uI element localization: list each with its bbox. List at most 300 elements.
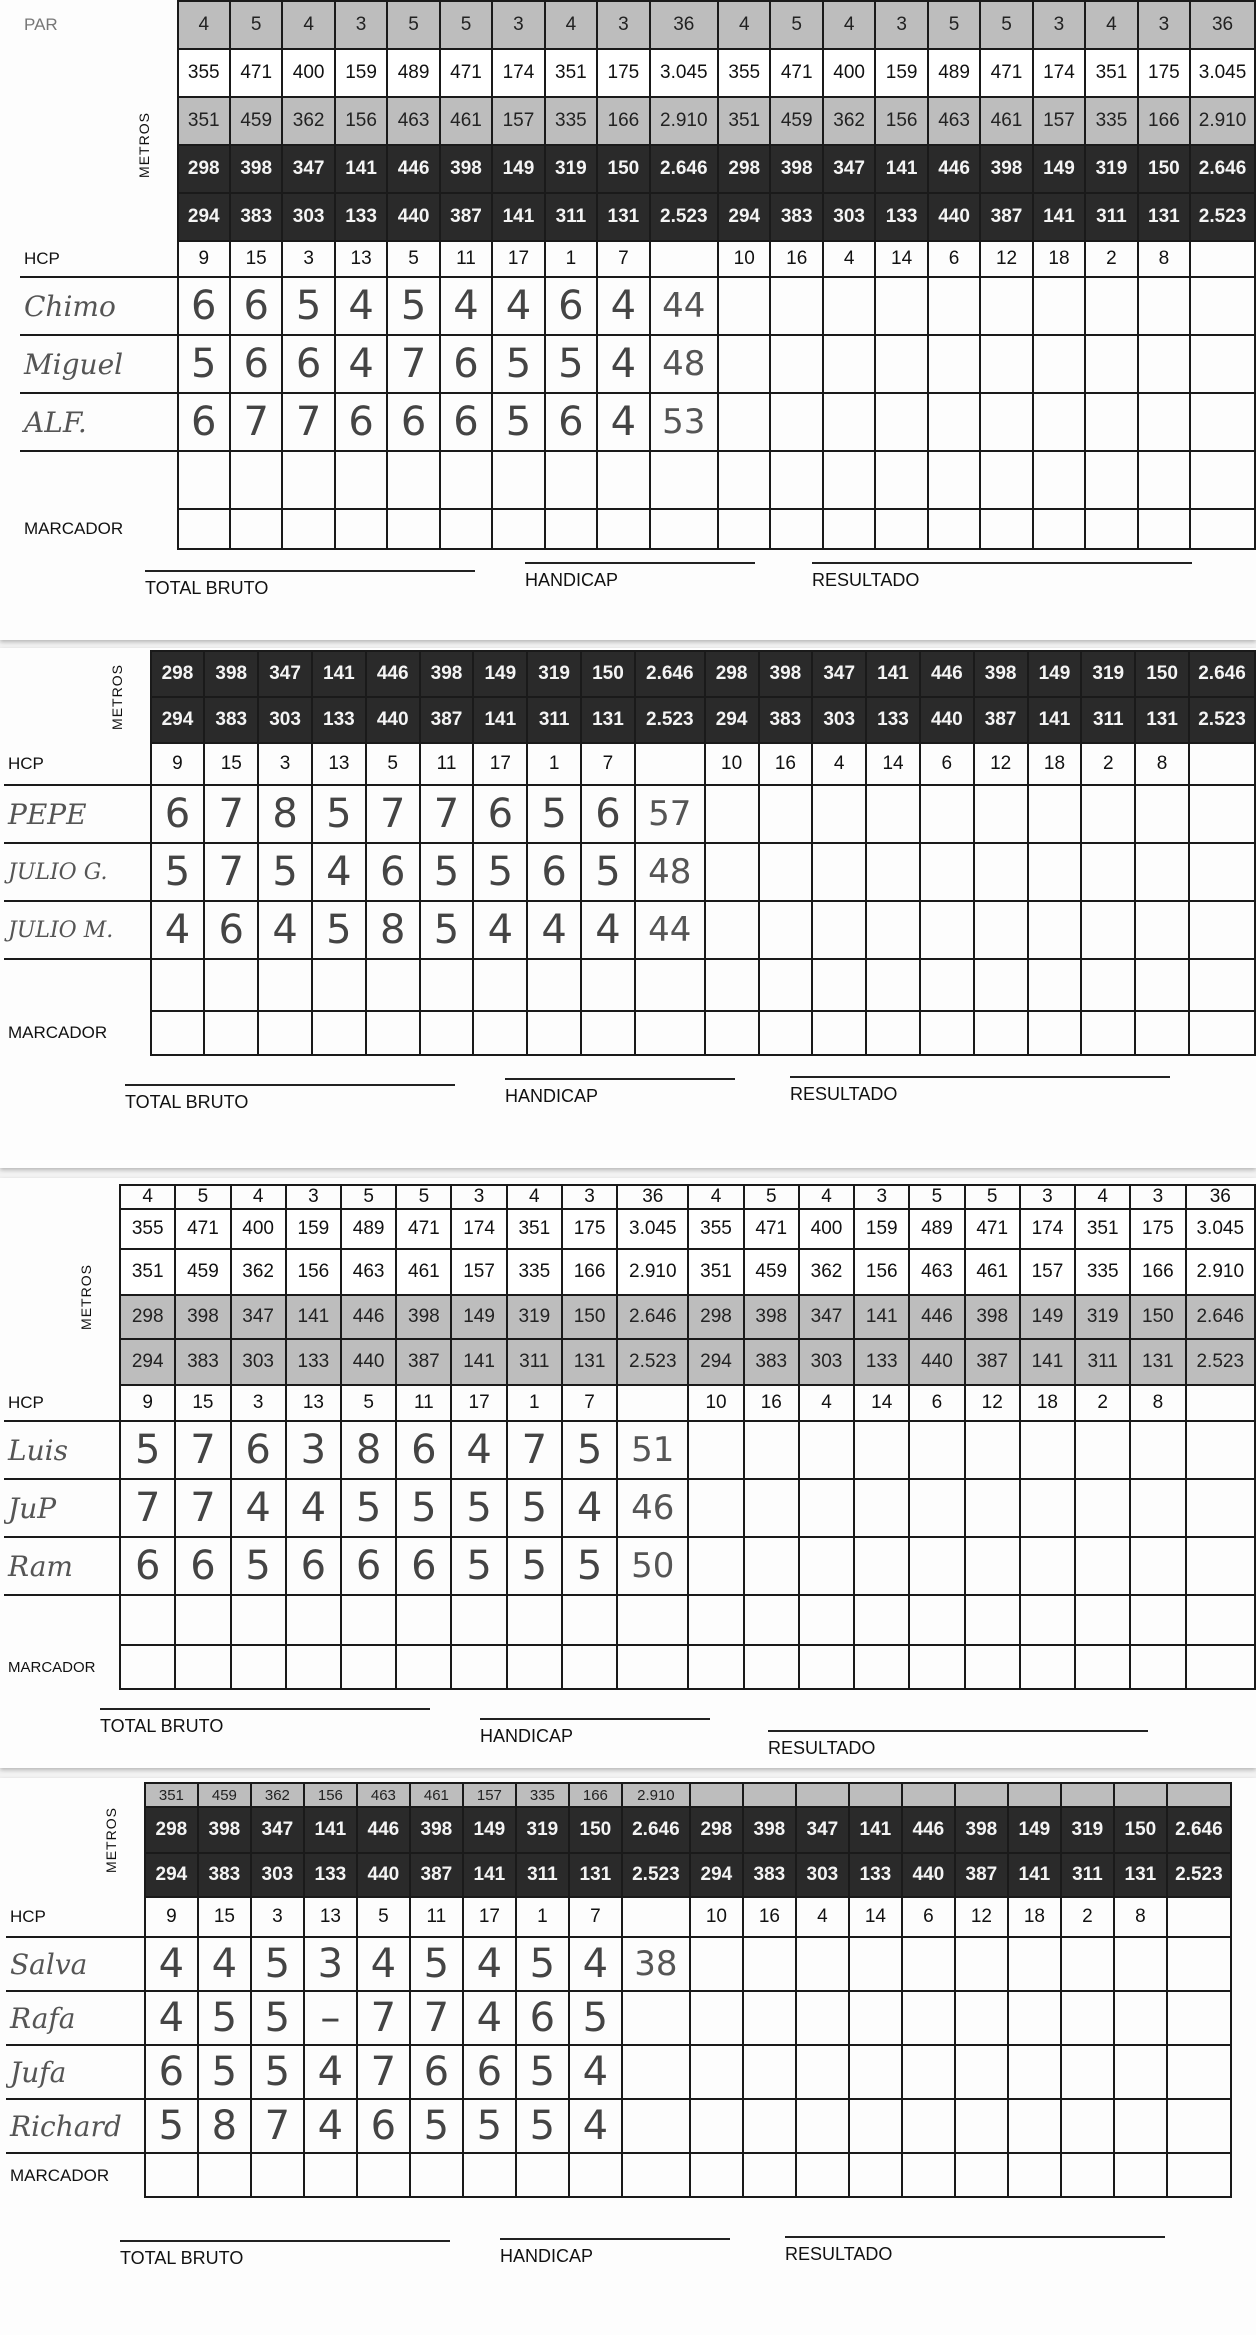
- tee-total: 2.646: [617, 1295, 688, 1339]
- tee-cell: 383: [744, 1339, 799, 1385]
- tee-cell: 311: [1081, 697, 1135, 743]
- tee-cell: 319: [516, 1807, 569, 1853]
- score-cell: 7: [357, 2045, 410, 2099]
- score-cell: 5: [562, 1537, 617, 1595]
- tee-cell: 298: [688, 1295, 743, 1339]
- tee-cell: 387: [396, 1339, 451, 1385]
- tee-cell: 471: [770, 49, 822, 97]
- hcp-cell: 3: [231, 1385, 286, 1421]
- tee-cell: 141: [463, 1853, 516, 1897]
- tee-cell: 347: [796, 1807, 849, 1853]
- tee-total: 2.646: [622, 1807, 690, 1853]
- tee-cell: 133: [304, 1853, 357, 1897]
- par-cell: 5: [440, 1, 492, 49]
- tee-cell: 156: [286, 1249, 341, 1295]
- tee-cell: 150: [1135, 651, 1189, 697]
- score-cell: 6: [335, 393, 387, 451]
- hcp-cell: 10: [690, 1897, 743, 1937]
- marcador-row: [6, 2153, 1231, 2197]
- player-row: [4, 1537, 1255, 1595]
- total-bruto-label: TOTAL BRUTO: [125, 1084, 455, 1113]
- tee-cell: 175: [1138, 49, 1190, 97]
- tee-total: 3.045: [650, 49, 718, 97]
- par-cell: 5: [341, 1185, 396, 1209]
- tee-total: 2.646: [1167, 1807, 1231, 1853]
- tee-cell: 156: [335, 97, 387, 145]
- score-cell: 6: [178, 277, 230, 335]
- tee-cell: 294: [178, 193, 230, 241]
- tee-total: 2.523: [1190, 193, 1255, 241]
- tee-cell: 446: [366, 651, 420, 697]
- score-cell: 6: [545, 393, 597, 451]
- score-cell: 4: [597, 335, 649, 393]
- tee-cell: 131: [581, 697, 635, 743]
- score-cell: 4: [451, 1421, 506, 1479]
- hcp-cell: [1167, 1897, 1231, 1937]
- score-cell: 3: [286, 1421, 341, 1479]
- tee-cell: 303: [799, 1339, 854, 1385]
- score-cell: 6: [175, 1537, 230, 1595]
- tee-cell: 166: [1130, 1249, 1185, 1295]
- tee-row: [20, 49, 1255, 97]
- hcp-cell: 2: [1081, 743, 1135, 785]
- score-cell: 4: [473, 901, 527, 959]
- tee-cell: 398: [955, 1807, 1008, 1853]
- tee-cell: 400: [282, 49, 334, 97]
- par-cell: 4: [120, 1185, 175, 1209]
- hcp-row: [4, 1385, 1255, 1421]
- hcp-cell: 1: [516, 1897, 569, 1937]
- player-row: [4, 1479, 1255, 1537]
- score-cell: 5: [198, 2045, 251, 2099]
- tee-cell: 319: [1061, 1807, 1114, 1853]
- marcador-row: [4, 1645, 1255, 1689]
- tee-cell: 157: [451, 1249, 506, 1295]
- tee-total: 2.910: [1186, 1249, 1255, 1295]
- score-cell: 5: [251, 2045, 304, 2099]
- tee-cell: 383: [230, 193, 282, 241]
- par-cell: 4: [282, 1, 334, 49]
- tee-row: [4, 1209, 1255, 1249]
- tee-cell: 159: [875, 49, 927, 97]
- score-cell: 6: [396, 1537, 451, 1595]
- player-total: 46: [617, 1479, 688, 1537]
- tee-cell: 149: [492, 145, 544, 193]
- tee-cell: 175: [562, 1209, 617, 1249]
- tee-cell: 149: [1020, 1295, 1075, 1339]
- player-total: 53: [650, 393, 718, 451]
- player-total: [622, 2045, 690, 2099]
- tee-cell: 387: [420, 697, 474, 743]
- hcp-cell: 9: [120, 1385, 175, 1421]
- tee-cell: 319: [507, 1295, 562, 1339]
- score-cell: 6: [120, 1537, 175, 1595]
- resultado-label: RESULTADO: [790, 1076, 1170, 1105]
- tee-cell: 347: [258, 651, 312, 697]
- tee-cell: 398: [965, 1295, 1020, 1339]
- tee-row: [6, 1807, 1231, 1853]
- tee-cell: 387: [974, 697, 1028, 743]
- score-cell: 6: [178, 393, 230, 451]
- player-row: [6, 2099, 1231, 2153]
- hcp-label: HCP: [8, 1392, 44, 1412]
- tee-row: [4, 1339, 1255, 1385]
- score-cell: 4: [527, 901, 581, 959]
- tee-cell: 362: [231, 1249, 286, 1295]
- tee-cell: 398: [980, 145, 1032, 193]
- player-total: 48: [650, 335, 718, 393]
- hcp-cell: 15: [198, 1897, 251, 1937]
- tee-cell: 133: [854, 1339, 909, 1385]
- hcp-cell: 9: [151, 743, 205, 785]
- tee-cell: 157: [463, 1783, 516, 1807]
- score-cell: 7: [387, 335, 439, 393]
- par-cell: 3: [286, 1185, 341, 1209]
- tee-cell: 440: [366, 697, 420, 743]
- hcp-cell: [1189, 743, 1255, 785]
- score-cell: 4: [569, 1937, 622, 1991]
- score-cell: 4: [581, 901, 635, 959]
- tee-cell: 459: [175, 1249, 230, 1295]
- player-row: [4, 843, 1255, 901]
- tee-cell: 387: [410, 1853, 463, 1897]
- par-cell: 4: [507, 1185, 562, 1209]
- tee-total: 3.045: [1186, 1209, 1255, 1249]
- tee-cell: 150: [597, 145, 649, 193]
- score-cell: 6: [463, 2045, 516, 2099]
- tee-cell: 141: [312, 651, 366, 697]
- par-cell: 5: [965, 1185, 1020, 1209]
- score-cell: 5: [473, 843, 527, 901]
- tee-cell: 298: [690, 1807, 743, 1853]
- hcp-cell: 4: [823, 241, 875, 277]
- hcp-cell: 10: [718, 241, 770, 277]
- par-cell: 3: [1138, 1, 1190, 49]
- score-cell: 7: [507, 1421, 562, 1479]
- resultado-label: RESULTADO: [812, 562, 1192, 591]
- tee-cell: 471: [230, 49, 282, 97]
- score-cell: 4: [562, 1479, 617, 1537]
- tee-cell: 335: [507, 1249, 562, 1295]
- hcp-cell: 5: [341, 1385, 396, 1421]
- marcador-label: MARCADOR: [8, 1023, 108, 1042]
- tee-cell: 463: [341, 1249, 396, 1295]
- tee-cell: 133: [849, 1853, 902, 1897]
- tee-cell: 351: [718, 97, 770, 145]
- player-name: Chimo: [20, 277, 178, 335]
- player-total: 57: [635, 785, 705, 843]
- tee-cell: 461: [980, 97, 1032, 145]
- score-cell: 7: [357, 1991, 410, 2045]
- score-cell: 4: [312, 843, 366, 901]
- tee-cell: 383: [204, 697, 258, 743]
- score-cell: 5: [516, 1937, 569, 1991]
- tee-cell: 398: [440, 145, 492, 193]
- tee-cell: 149: [473, 651, 527, 697]
- tee-cell: 383: [175, 1339, 230, 1385]
- tee-cell: 471: [440, 49, 492, 97]
- tee-cell: 347: [282, 145, 334, 193]
- marcador-label: MARCADOR: [10, 2165, 110, 2185]
- tee-cell: 166: [562, 1249, 617, 1295]
- tee-row: [20, 145, 1255, 193]
- scorecard-4: [0, 1778, 1256, 2335]
- par-cell: 3: [1020, 1185, 1075, 1209]
- tee-cell: 463: [928, 97, 980, 145]
- player-total: 38: [622, 1937, 690, 1991]
- tee-cell: 383: [743, 1853, 796, 1897]
- tee-cell: 383: [759, 697, 813, 743]
- score-cell: 4: [304, 2099, 357, 2153]
- hcp-cell: 9: [178, 241, 230, 277]
- player-row: [4, 901, 1255, 959]
- score-cell: 6: [230, 335, 282, 393]
- tee-cell: 362: [823, 97, 875, 145]
- tee-cell: 351: [688, 1249, 743, 1295]
- tee-cell: 141: [304, 1807, 357, 1853]
- tee-cell: 141: [286, 1295, 341, 1339]
- hcp-cell: 3: [251, 1897, 304, 1937]
- hcp-cell: 14: [875, 241, 927, 277]
- tee-cell: 446: [902, 1807, 955, 1853]
- score-cell: 6: [581, 785, 635, 843]
- hcp-cell: 5: [387, 241, 439, 277]
- tee-cell: 298: [705, 651, 759, 697]
- hcp-cell: 6: [920, 743, 974, 785]
- player-name: Luis: [4, 1421, 120, 1479]
- score-cell: 7: [410, 1991, 463, 2045]
- tee-cell: 156: [854, 1249, 909, 1295]
- total-bruto-label: TOTAL BRUTO: [120, 2240, 450, 2269]
- tee-cell: 157: [492, 97, 544, 145]
- score-cell: 5: [251, 1937, 304, 1991]
- tee-cell: 141: [335, 145, 387, 193]
- score-cell: 5: [420, 901, 474, 959]
- handicap-label: HANDICAP: [525, 562, 755, 591]
- tee-cell: 131: [1114, 1853, 1167, 1897]
- par-cell: 5: [909, 1185, 964, 1209]
- tee-cell: 398: [204, 651, 258, 697]
- score-cell: 6: [545, 277, 597, 335]
- score-cell: 5: [258, 843, 312, 901]
- score-cell: 5: [231, 1537, 286, 1595]
- player-row: [4, 785, 1255, 843]
- tee-cell: 347: [823, 145, 875, 193]
- score-cell: 5: [282, 277, 334, 335]
- score-cell: 5: [545, 335, 597, 393]
- score-cell: 5: [492, 335, 544, 393]
- tee-cell: 440: [909, 1339, 964, 1385]
- par-cell: 5: [928, 1, 980, 49]
- player-total: 44: [650, 277, 718, 335]
- tee-cell: 471: [396, 1209, 451, 1249]
- handicap-label: HANDICAP: [480, 1718, 710, 1747]
- tee-cell: 319: [545, 145, 597, 193]
- tee-cell: 133: [286, 1339, 341, 1385]
- score-cell: 4: [463, 1991, 516, 2045]
- hcp-cell: 18: [1020, 1385, 1075, 1421]
- tee-cell: 335: [1075, 1249, 1130, 1295]
- score-cell: 6: [410, 2045, 463, 2099]
- score-cell: 7: [204, 785, 258, 843]
- tee-cell: 294: [151, 697, 205, 743]
- par-label: PAR: [24, 15, 58, 34]
- score-cell: 6: [396, 1421, 451, 1479]
- tee-total: 3.045: [1190, 49, 1255, 97]
- empty-row: [20, 451, 1255, 509]
- score-cell: 4: [335, 335, 387, 393]
- score-cell: 5: [341, 1479, 396, 1537]
- tee-cell: 303: [282, 193, 334, 241]
- tee-cell: 440: [387, 193, 439, 241]
- tee-cell: 131: [1130, 1339, 1185, 1385]
- tee-cell: 440: [902, 1853, 955, 1897]
- score-cell: 6: [440, 335, 492, 393]
- par-total: 36: [1186, 1185, 1255, 1209]
- hcp-cell: 15: [204, 743, 258, 785]
- player-total: [622, 1991, 690, 2045]
- par-cell: 3: [492, 1, 544, 49]
- score-cell: 5: [410, 1937, 463, 1991]
- hcp-cell: 2: [1085, 241, 1137, 277]
- metros-label: METROS: [102, 1806, 119, 1873]
- player-name: Salva: [6, 1937, 145, 1991]
- par-row: [4, 1185, 1255, 1209]
- tee-cell: 319: [1075, 1295, 1130, 1339]
- tee-cell: 471: [175, 1209, 230, 1249]
- tee-cell: 159: [335, 49, 387, 97]
- tee-cell: 133: [312, 697, 366, 743]
- tee-cell: 303: [258, 697, 312, 743]
- tee-cell: 294: [120, 1339, 175, 1385]
- tee-cell: 131: [562, 1339, 617, 1385]
- hcp-cell: 8: [1135, 743, 1189, 785]
- score-cell: 4: [151, 901, 205, 959]
- tee-row: [4, 651, 1255, 697]
- player-name: Jufa: [6, 2045, 145, 2099]
- score-cell: 7: [282, 393, 334, 451]
- hcp-cell: 16: [770, 241, 822, 277]
- scorecard-1-table: [20, 0, 1256, 550]
- score-cell: 4: [258, 901, 312, 959]
- tee-cell: 319: [527, 651, 581, 697]
- tee-cell: 461: [965, 1249, 1020, 1295]
- tee-cell: 351: [1085, 49, 1137, 97]
- score-cell: 6: [366, 843, 420, 901]
- tee-total: 2.910: [1190, 97, 1255, 145]
- hcp-row: [20, 241, 1255, 277]
- hcp-cell: 14: [849, 1897, 902, 1937]
- tee-cell: 303: [812, 697, 866, 743]
- tee-row: [6, 1853, 1231, 1897]
- scorecard-4-table: [6, 1782, 1232, 2198]
- hcp-cell: 1: [507, 1385, 562, 1421]
- tee-cell: 471: [980, 49, 1032, 97]
- tee-cell: 131: [597, 193, 649, 241]
- par-cell: 4: [823, 1, 875, 49]
- score-cell: 6: [357, 2099, 410, 2153]
- tee-cell: 446: [357, 1807, 410, 1853]
- scorecard-2: [0, 648, 1256, 1168]
- tee-row: [4, 1295, 1255, 1339]
- tee-cell: 298: [718, 145, 770, 193]
- hcp-cell: 9: [145, 1897, 198, 1937]
- tee-cell: 446: [387, 145, 439, 193]
- score-cell: 6: [440, 393, 492, 451]
- tee-cell: 175: [597, 49, 649, 97]
- par-cell: 4: [799, 1185, 854, 1209]
- scorecard-1: [0, 0, 1256, 640]
- hcp-cell: 12: [965, 1385, 1020, 1421]
- tee-cell: 298: [120, 1295, 175, 1339]
- player-name: Richard: [6, 2099, 145, 2153]
- tee-cell: 149: [463, 1807, 516, 1853]
- tee-cell: 347: [812, 651, 866, 697]
- hcp-cell: 11: [410, 1897, 463, 1937]
- hcp-cell: 4: [796, 1897, 849, 1937]
- tee-cell: 351: [1075, 1209, 1130, 1249]
- tee-cell: 174: [1033, 49, 1085, 97]
- hcp-cell: 17: [451, 1385, 506, 1421]
- hcp-cell: 17: [463, 1897, 516, 1937]
- score-cell: 6: [527, 843, 581, 901]
- player-row: [6, 1991, 1231, 2045]
- hcp-cell: 4: [799, 1385, 854, 1421]
- metros-label: METROS: [78, 1264, 95, 1330]
- hcp-cell: 17: [473, 743, 527, 785]
- par-cell: 4: [178, 1, 230, 49]
- score-cell: 7: [230, 393, 282, 451]
- player-name: PEPE: [4, 785, 151, 843]
- score-cell: 8: [366, 901, 420, 959]
- tee-cell: 131: [1135, 697, 1189, 743]
- player-name: Rafa: [6, 1991, 145, 2045]
- score-cell: 5: [420, 843, 474, 901]
- par-cell: 4: [545, 1, 597, 49]
- score-cell: 6: [473, 785, 527, 843]
- marcador-label: MARCADOR: [8, 1658, 96, 1676]
- score-cell: 5: [507, 1537, 562, 1595]
- score-cell: 5: [463, 2099, 516, 2153]
- hcp-cell: 3: [258, 743, 312, 785]
- tee-cell: 471: [744, 1209, 799, 1249]
- par-cell: 3: [875, 1, 927, 49]
- score-cell: 5: [527, 785, 581, 843]
- hcp-cell: 11: [440, 241, 492, 277]
- hcp-cell: 18: [1008, 1897, 1061, 1937]
- hcp-cell: [617, 1385, 688, 1421]
- total-bruto-label: TOTAL BRUTO: [145, 570, 475, 599]
- handicap-label: HANDICAP: [500, 2238, 730, 2267]
- metros-label: METROS: [135, 112, 152, 178]
- hcp-cell: 7: [581, 743, 635, 785]
- empty-row: [4, 959, 1255, 1011]
- tee-cell: 398: [198, 1807, 251, 1853]
- tee-cell: 149: [1008, 1807, 1061, 1853]
- tee-total: 2.646: [1186, 1295, 1255, 1339]
- par-cell: 4: [688, 1185, 743, 1209]
- tee-cell: 446: [928, 145, 980, 193]
- tee-cell: 463: [909, 1249, 964, 1295]
- tee-cell: 131: [569, 1853, 622, 1897]
- par-cell: 5: [744, 1185, 799, 1209]
- hcp-cell: 5: [357, 1897, 410, 1937]
- tee-cell: 311: [1075, 1339, 1130, 1385]
- tee-cell: 347: [231, 1295, 286, 1339]
- tee-cell: 489: [909, 1209, 964, 1249]
- tee-cell: 141: [1008, 1853, 1061, 1897]
- hcp-cell: 6: [909, 1385, 964, 1421]
